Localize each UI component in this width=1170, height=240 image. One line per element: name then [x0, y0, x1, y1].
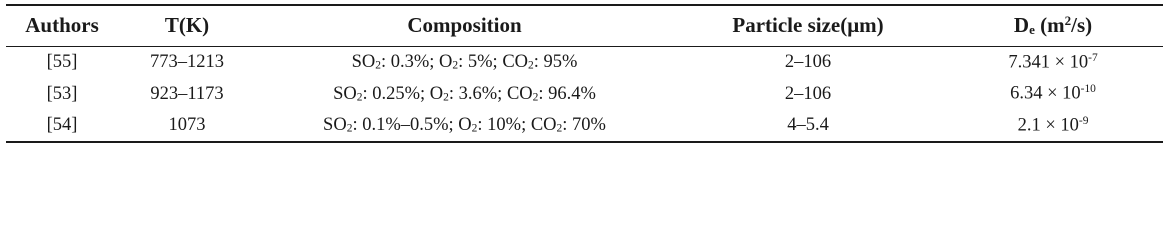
diffusivity-mantissa: 2.1 × 10 — [1017, 115, 1079, 136]
diffusivity-mantissa: 7.341 × 10 — [1008, 51, 1089, 72]
composition-so2-value: : 0.25%; O — [362, 83, 444, 104]
composition-so2-subscript: 2 — [356, 91, 363, 104]
composition-so2: SO — [351, 51, 376, 72]
table-row — [6, 46, 1163, 78]
header-diffusivity-symbol: D — [1013, 13, 1030, 38]
diffusivity-mantissa: 6.34 × 10 — [1010, 83, 1081, 104]
cell-author: [54] — [46, 115, 78, 135]
composition-o2-subscript: 2 — [443, 91, 449, 104]
composition-o2-value: : 5%; CO — [458, 51, 529, 72]
composition-so2-value: : 0.1%–0.5%; O — [352, 115, 472, 135]
composition-co2-value: : 70% — [562, 115, 606, 135]
cell-composition — [256, 110, 673, 142]
composition-co2-subscript: 2 — [532, 91, 539, 104]
cell-author: [55] — [46, 51, 78, 72]
composition-co2-value: : 96.4% — [538, 83, 596, 104]
composition-so2: SO — [333, 83, 357, 104]
composition-o2-subscript: 2 — [452, 59, 459, 72]
cell-temperature: 1073 — [168, 115, 206, 135]
header-diffusivity — [943, 5, 1163, 46]
composition-so2: SO — [323, 115, 347, 135]
cell-particle-size: 2–106 — [784, 51, 832, 72]
cell-particle-size: 2–106 — [784, 83, 832, 104]
table-header — [6, 5, 1163, 46]
header-row — [6, 5, 1163, 46]
composition-o2-value: : 3.6%; CO — [448, 83, 533, 104]
table-row — [6, 110, 1163, 142]
cell-composition — [256, 78, 673, 110]
header-authors: Authors — [6, 5, 118, 46]
diffusivity-exponent: -10 — [1080, 83, 1096, 96]
composition-so2-value: : 0.3%; O — [380, 51, 453, 72]
header-diffusivity-unit-tail: /s) — [1071, 13, 1093, 38]
diffusivity-exponent: -9 — [1078, 114, 1089, 127]
cell-diffusivity — [943, 78, 1163, 110]
composition-co2-subscript: 2 — [528, 59, 534, 72]
header-diffusivity-unit: (m — [1034, 13, 1065, 38]
data-table — [6, 4, 1163, 143]
composition-o2-value: : 10%; CO — [477, 115, 557, 135]
header-diffusivity-subscript: e — [1029, 22, 1035, 38]
composition-so2-subscript: 2 — [375, 59, 381, 72]
cell-particle-size: 4–5.4 — [787, 115, 829, 135]
header-temperature: T(K) — [118, 5, 256, 46]
header-composition: Composition — [256, 5, 673, 46]
composition-so2-subscript: 2 — [346, 122, 353, 135]
cell-temperature: 773–1213 — [150, 51, 224, 72]
composition-co2-subscript: 2 — [556, 122, 563, 135]
cell-diffusivity — [943, 110, 1163, 142]
cell-diffusivity — [943, 46, 1163, 78]
cell-temperature: 923–1173 — [150, 83, 224, 104]
header-diffusivity-unit-exponent: 2 — [1064, 13, 1072, 29]
cell-composition — [256, 46, 673, 78]
composition-o2-subscript: 2 — [471, 122, 478, 135]
header-particle-size: Particle size(μm) — [673, 5, 943, 46]
diffusivity-exponent: -7 — [1088, 51, 1098, 64]
composition-co2-value: : 95% — [533, 51, 578, 72]
cell-author: [53] — [46, 83, 78, 104]
table-row — [6, 78, 1163, 110]
table-body — [6, 46, 1163, 142]
